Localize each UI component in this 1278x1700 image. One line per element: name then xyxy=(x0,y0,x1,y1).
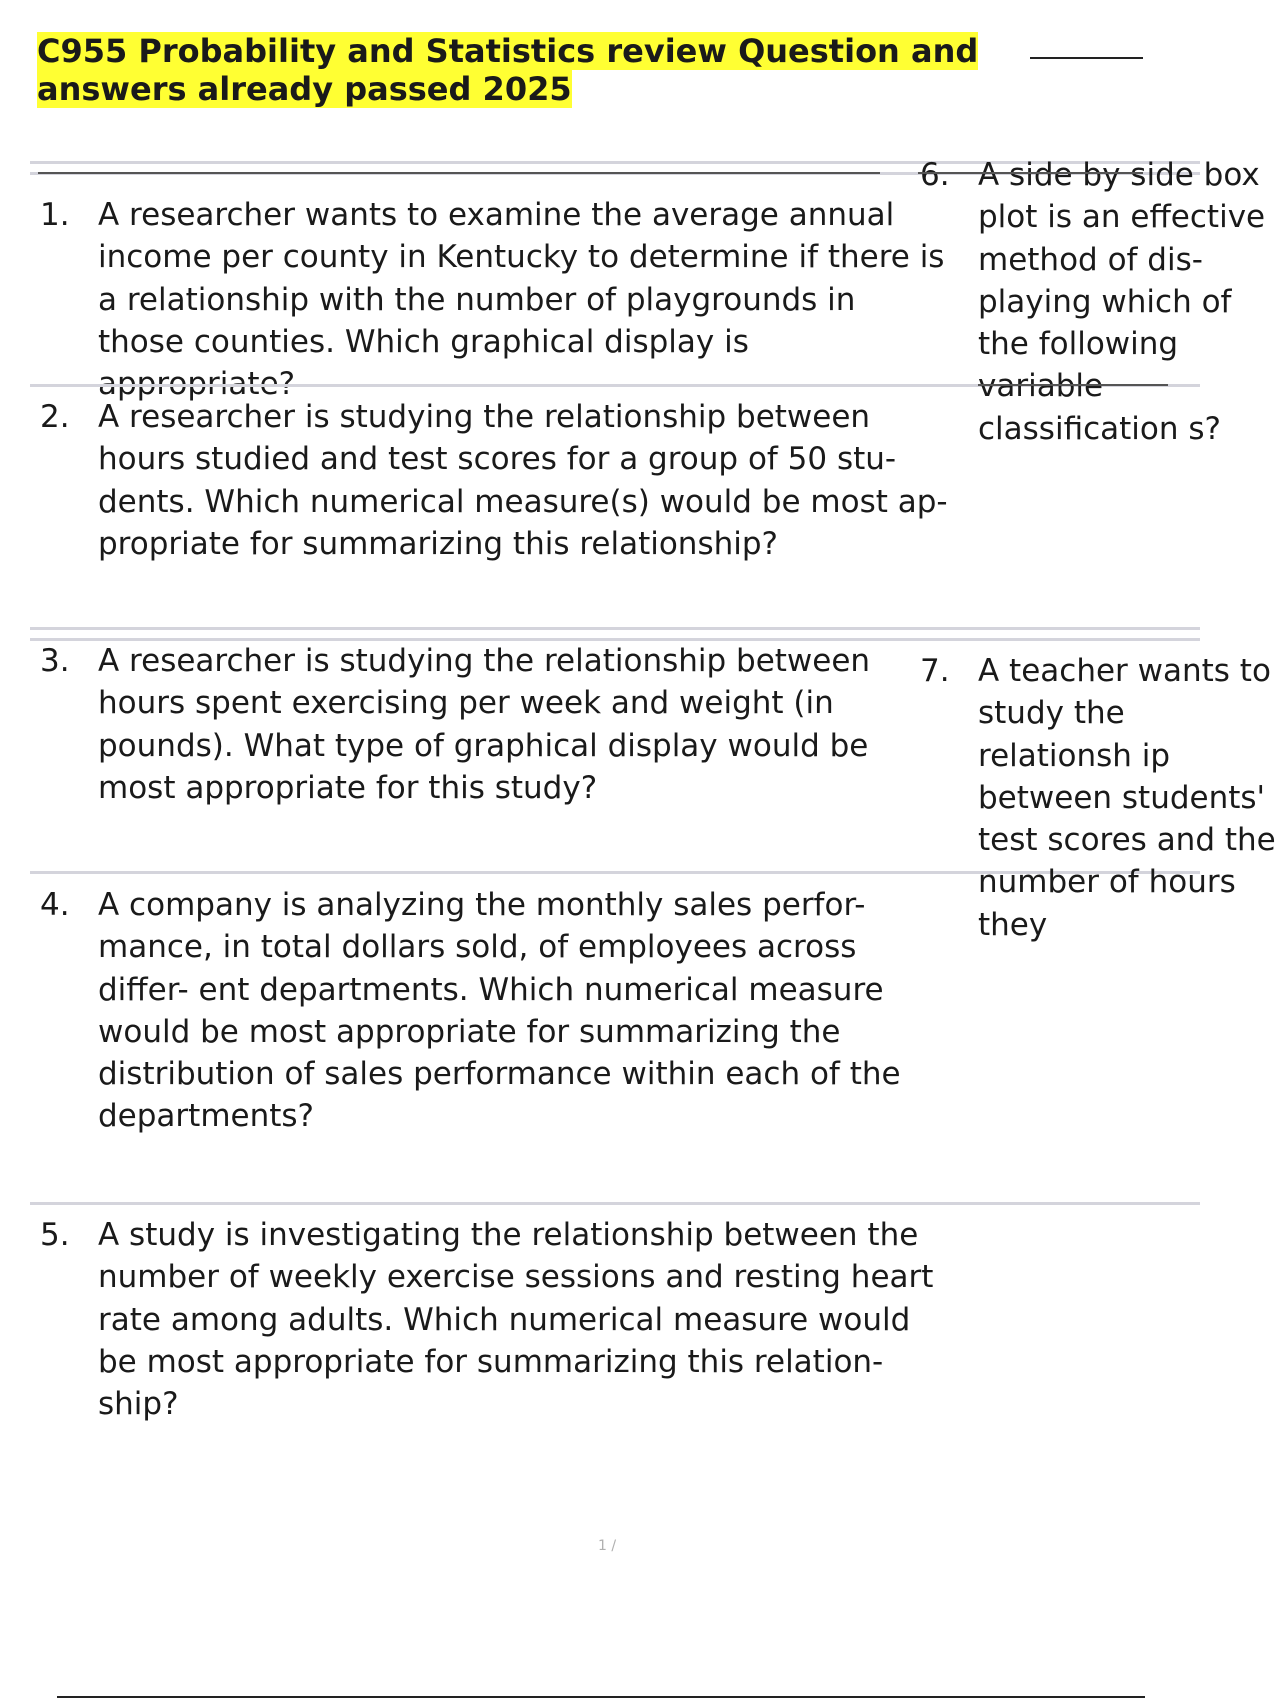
strikethrough-line xyxy=(978,384,1168,386)
question-number: 3. xyxy=(40,643,70,679)
question-text: A company is analyzing the monthly sales perfor- mance, in total dollars sold, of employees across differ- ent departments. Which numerical measure would be most appropriate for summarizing the distribution of sales performance within each of the departments? xyxy=(98,887,901,1135)
document-title xyxy=(37,32,1147,108)
question-text: A researcher is studying the relationship between hours studied and test scores for a group of 50 stu- dents. Which numerical measure(s) would be most ap- propriate for summarizing this relationship? xyxy=(98,399,948,562)
question-text: A side by side box plot is an effective method of dis- playing which of the following variable classification s? xyxy=(978,157,1266,447)
question-text: A teacher wants to study the relationsh ip between students' test scores and the number of hours they xyxy=(978,653,1276,943)
question-number: 6. xyxy=(920,157,950,193)
title-rule xyxy=(1030,57,1143,59)
question-number: 4. xyxy=(40,887,70,923)
page-number: 1 / xyxy=(598,1538,617,1554)
question-number: 5. xyxy=(40,1217,70,1253)
question-number: 2. xyxy=(40,399,70,435)
strikethrough-line xyxy=(918,172,1143,174)
question-text: A researcher is studying the relationship between hours spent exercising per week and weight (in pounds). What type of graphical display would be most appropriate for this study? xyxy=(98,643,871,806)
title-line-1: C955 Probability and Statistics review Question and xyxy=(37,32,979,70)
bottom-rule xyxy=(57,1696,1145,1698)
section-divider xyxy=(30,627,1200,630)
question-number: 7. xyxy=(920,653,950,689)
title-line-2: answers already passed 2025 xyxy=(37,70,572,108)
strikethrough-line xyxy=(38,172,880,174)
question-text: A study is investigating the relationship between the number of weekly exercise sessions and resting heart rate among adults. Which numerical measure would be most appropriate for summarizing this relation- ship? xyxy=(98,1217,934,1423)
section-divider xyxy=(30,1202,1200,1205)
question-number: 1. xyxy=(40,197,70,233)
question-text: A researcher wants to examine the average annual income per county in Kentucky to determine if there is a relationship with the number of playgrounds in those counties. Which graphical display is appropriate? xyxy=(98,197,945,403)
